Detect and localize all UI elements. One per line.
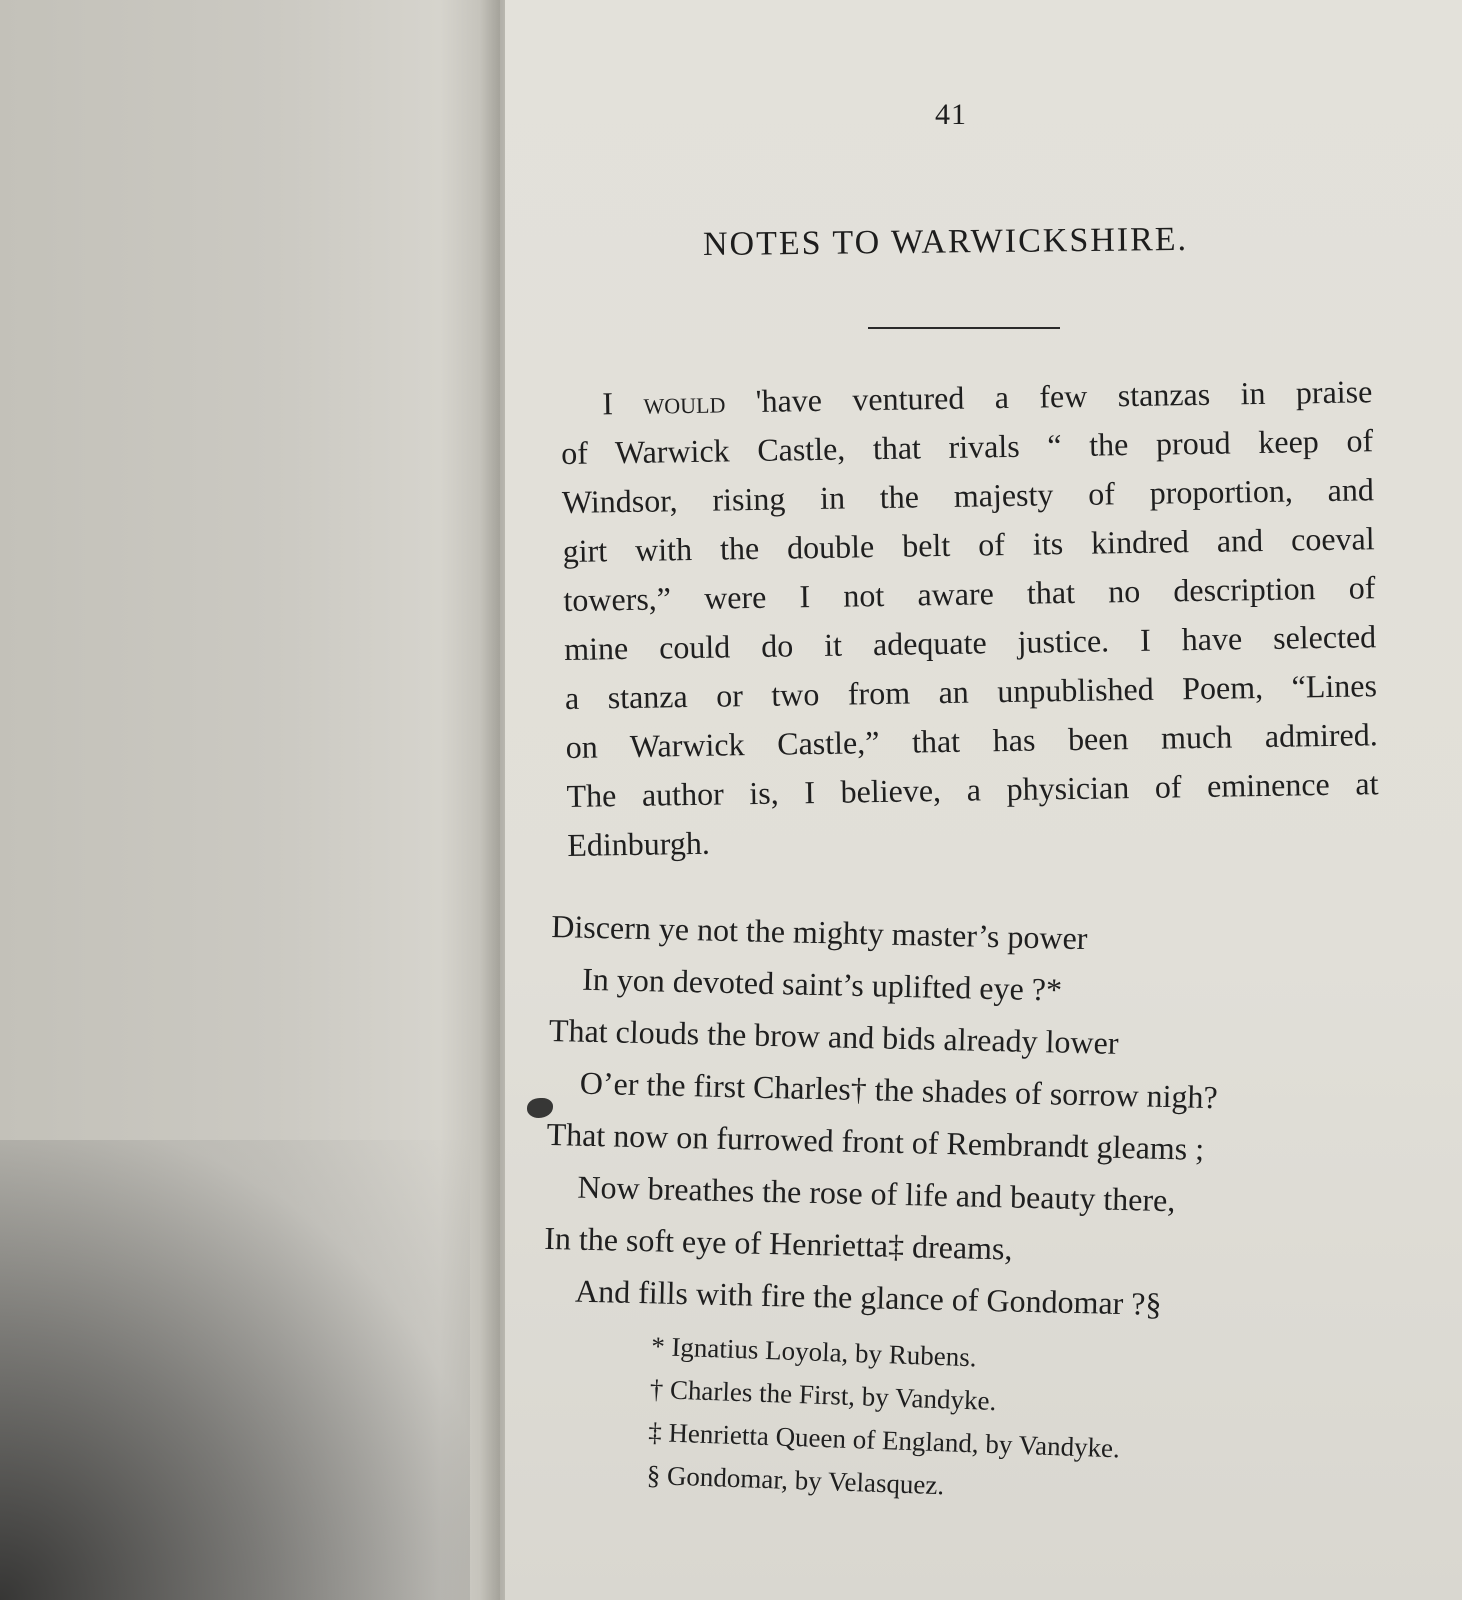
footnote: * Ignatius Loyola, by Rubens. <box>650 1330 978 1373</box>
poem-verse: O’er the first Charles† the shades of sorrow nigh? <box>579 1064 1219 1116</box>
prose-line: on Warwick Castle,” that has been much admired. <box>565 716 1378 765</box>
prose-line: of Warwick Castle, that rivals “ the proud keep of <box>560 422 1374 471</box>
prose-line: Windsor, rising in the majesty of proportion, and <box>561 471 1375 520</box>
prose-line: The author is, I believe, a physician of eminence at <box>566 765 1379 814</box>
footnote: † Charles the First, by Vandyke. <box>649 1373 997 1417</box>
poem-verse: And fills with fire the glance of Gondomar ?§ <box>574 1272 1162 1322</box>
poem-verse: Now breathes the rose of life and beauty there, <box>577 1168 1176 1219</box>
poem-verse: That clouds the brow and bids already lower <box>548 1011 1119 1061</box>
page-heading: NOTES TO WARWICKSHIRE. <box>702 220 1189 263</box>
heading-rule <box>868 327 1060 329</box>
show-through-text <box>183 0 471 253</box>
footnotes <box>646 1325 1252 1518</box>
poem-verse: That now on furrowed front of Rembrandt gleams ; <box>546 1115 1205 1167</box>
prose-line: mine could do it adequate justice. I have selected <box>563 618 1377 667</box>
prose-line-text: 'have ventured a few stanzas in praise <box>755 373 1373 419</box>
prose-paragraph <box>560 367 1380 870</box>
footnote: ‡ Henrietta Queen of England, by Vandyke. <box>647 1416 1121 1464</box>
prose-opening-words: I would <box>602 383 726 422</box>
prose-line: girt with the double belt of its kindred and coeval <box>562 520 1375 569</box>
poem-verse: In yon devoted saint’s uplifted eye ?* <box>581 960 1063 1008</box>
poem-verse: Discern ye not the mighty master’s power <box>551 907 1088 957</box>
poem-verse: In the soft eye of Henrietta‡ dreams, <box>543 1219 1013 1267</box>
page-number: 41 <box>935 98 967 131</box>
poem-stanza <box>543 900 1382 1335</box>
prose-line: towers,” were I not aware that no description of <box>563 569 1376 618</box>
footnote: § Gondomar, by Velasquez. <box>646 1459 945 1501</box>
prose-line: Edinburgh. <box>567 824 711 863</box>
left-page <box>0 0 500 1600</box>
prose-line: a stanza or two from an unpublished Poem, “Lines <box>564 667 1378 716</box>
